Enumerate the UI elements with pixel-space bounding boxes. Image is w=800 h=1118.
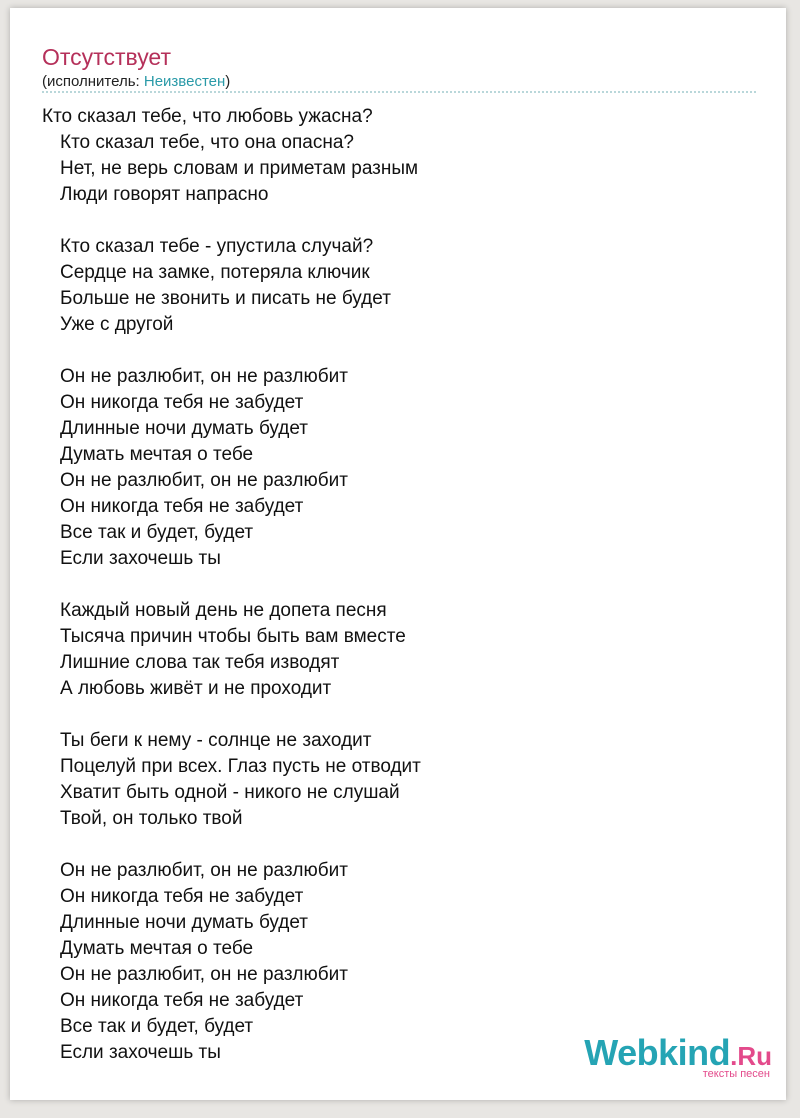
- song-title: Отсутствует: [42, 44, 171, 70]
- lyric-line: Твой, он только твой: [60, 808, 243, 829]
- lyric-line: Он никогда тебя не забудет: [60, 886, 304, 907]
- artist-line: [42, 72, 760, 92]
- lyric-line: Длинные ночи думать будет: [60, 912, 309, 933]
- logo-brand: Webkind: [584, 1032, 731, 1073]
- lyric-line: Он не разлюбит, он не разлюбит: [60, 860, 348, 881]
- lyric-line: Он никогда тебя не забудет: [60, 392, 304, 413]
- lyric-line: Лишние слова так тебя изводят: [60, 652, 340, 673]
- logo-tld: .Ru: [730, 1041, 772, 1071]
- artist-prefix: (исполнитель:: [42, 73, 144, 90]
- lyric-line: Уже с другой: [60, 314, 174, 335]
- lyric-line: Он не разлюбит, он не разлюбит: [60, 964, 348, 985]
- lyric-line: Хватит быть одной - никого не слушай: [60, 782, 400, 803]
- lyric-line: Люди говорят напрасно: [60, 184, 269, 205]
- lyric-line: Все так и будет, будет: [60, 1016, 254, 1037]
- lyric-line: Думать мечтая о тебе: [60, 444, 254, 465]
- artist-suffix: ): [225, 73, 231, 90]
- lyric-line: Кто сказал тебе - упустила случай?: [60, 236, 374, 257]
- header-divider: [42, 91, 756, 93]
- lyric-line: Кто сказал тебе, что она опасна?: [60, 132, 354, 153]
- lyric-line: Он никогда тебя не забудет: [60, 496, 304, 517]
- lyric-line: Нет, не верь словам и приметам разным: [60, 158, 419, 179]
- site-logo[interactable]: [584, 1032, 772, 1080]
- artist-link[interactable]: Неизвестен: [143, 73, 226, 90]
- lyric-line: Он не разлюбит, он не разлюбит: [60, 470, 348, 491]
- lyric-line: Думать мечтая о тебе: [60, 938, 254, 959]
- lyric-line: Поцелуй при всех. Глаз пусть не отводит: [60, 756, 421, 777]
- lyric-line: Если захочешь ты: [60, 1042, 221, 1063]
- lyric-line: Больше не звонить и писать не будет: [60, 288, 391, 309]
- lyric-line: А любовь живёт и не проходит: [60, 678, 332, 699]
- lyric-line: Если захочешь ты: [60, 548, 221, 569]
- lyric-line: Все так и будет, будет: [60, 522, 254, 543]
- lyric-line: Сердце на замке, потеряла ключик: [60, 262, 370, 283]
- stanza-gap: [42, 572, 742, 598]
- stanza-gap: [42, 338, 742, 364]
- lyric-line: Каждый новый день не допета песня: [60, 600, 387, 621]
- stanza-gap: [42, 208, 742, 234]
- song-header: [42, 42, 760, 92]
- lyrics-text: [42, 104, 742, 1066]
- stanza-gap: [42, 702, 742, 728]
- lyric-line: Ты беги к нему - солнце не заходит: [60, 730, 372, 751]
- logo-tagline: тексты песен: [702, 1068, 770, 1080]
- lyrics-page: [10, 8, 786, 1100]
- stanza-gap: [42, 832, 742, 858]
- lyric-line: Кто сказал тебе, что любовь ужасна?: [42, 106, 373, 127]
- lyric-line: Длинные ночи думать будет: [60, 418, 309, 439]
- lyric-line: Тысяча причин чтобы быть вам вместе: [60, 626, 406, 647]
- lyric-line: Он никогда тебя не забудет: [60, 990, 304, 1011]
- lyric-line: Он не разлюбит, он не разлюбит: [60, 366, 348, 387]
